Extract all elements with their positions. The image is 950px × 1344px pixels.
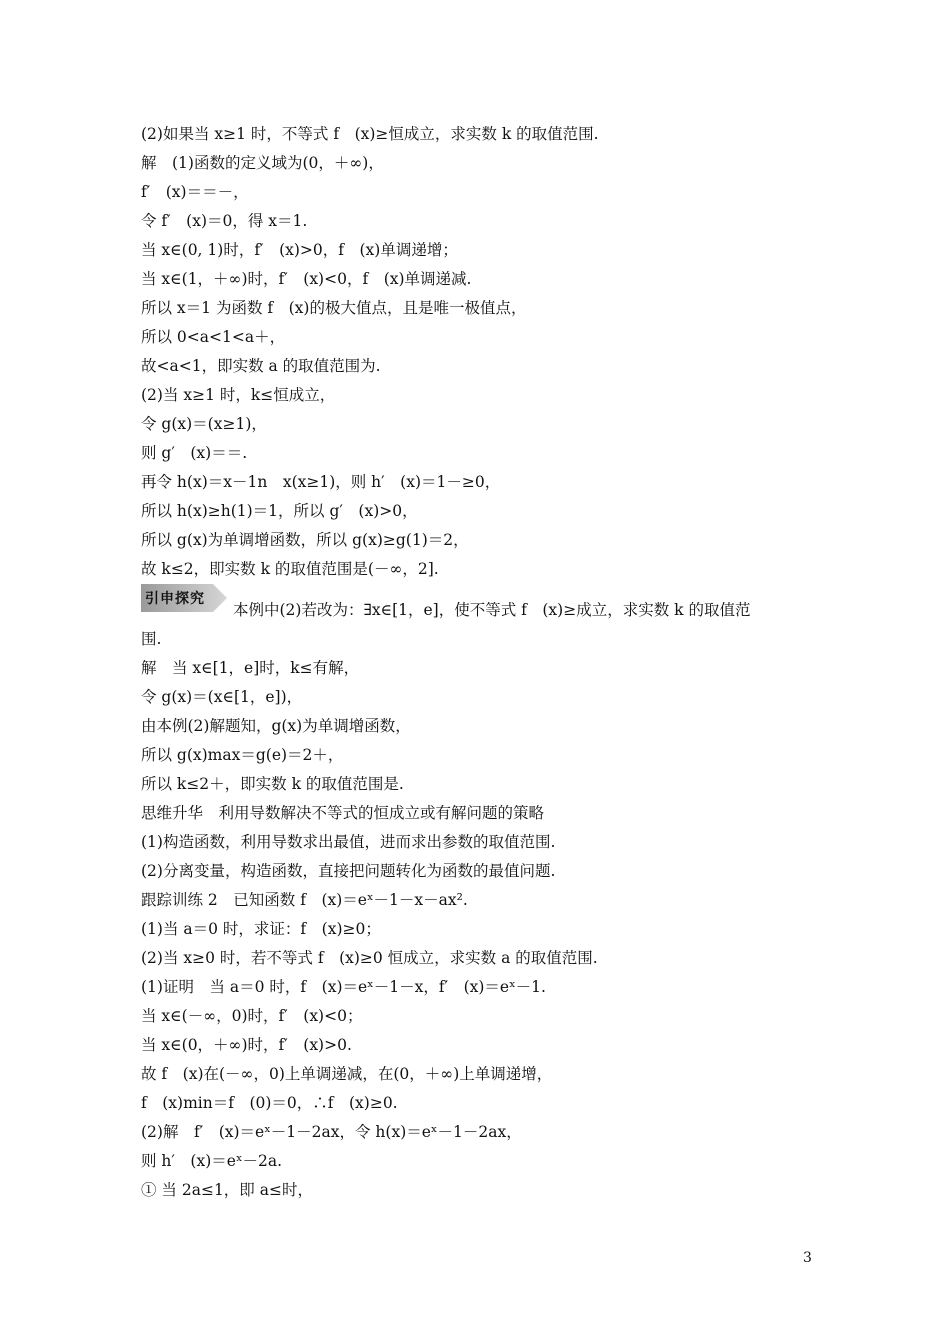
text-line: 所以 g(x)max＝g(e)＝2＋， xyxy=(141,746,344,764)
text-line: (2)解 f′ (x)＝eˣ－1－2ax，令 h(x)＝eˣ－1－2ax， xyxy=(141,1123,522,1141)
solution-part-1 xyxy=(141,120,821,584)
extension-question: 本例中(2)若改为：∃x∈[1，e]，使不等式 f (x)≥成立，求实数 k 的取值范 xyxy=(233,601,751,619)
text-line: 所以 g(x)为单调增函数，所以 g(x)≥g(1)＝2， xyxy=(141,531,469,549)
text-line: 所以 k≤2＋，即实数 k 的取值范围是. xyxy=(141,775,404,793)
text-line: 解 (1)函数的定义域为(0，＋∞)， xyxy=(141,154,384,172)
text-line: 令 g(x)＝(x≥1)， xyxy=(141,415,267,433)
text-line: 所以 h(x)≥h(1)＝1，所以 g′ (x)>0， xyxy=(141,502,418,520)
text-line: f (x)min＝f (0)＝0，∴f (x)≥0. xyxy=(141,1094,398,1112)
text-line: 由本例(2)解题知，g(x)为单调增函数， xyxy=(141,717,411,735)
text-line: (2)如果当 x≥1 时，不等式 f (x)≥恒成立，求实数 k 的取值范围. xyxy=(141,125,599,143)
text-line: 令 f′ (x)＝0，得 x＝1. xyxy=(141,212,308,230)
text-line: 当 x∈(0，＋∞)时，f′ (x)>0. xyxy=(141,1036,352,1054)
banner-label: 引申探究 xyxy=(145,591,205,607)
text-line: 故<a<1，即实数 a 的取值范围为. xyxy=(141,357,381,375)
extension-section xyxy=(141,591,821,625)
text-line: (2)分离变量，构造函数，直接把问题转化为函数的最值问题. xyxy=(141,862,556,880)
text-line: 所以 0<a<1<a＋， xyxy=(141,328,286,346)
text-line: 思维升华 利用导数解决不等式的恒成立或有解问题的策略 xyxy=(141,804,545,822)
text-line: 当 x∈(1，＋∞)时，f′ (x)<0，f (x)单调递减. xyxy=(141,270,472,288)
text-line: 跟踪训练 2 已知函数 f (x)＝eˣ－1－x－ax². xyxy=(141,891,468,909)
text-line: 令 g(x)＝(x∈[1，e])， xyxy=(141,688,303,706)
text-line: 当 x∈(－∞，0)时，f′ (x)<0； xyxy=(141,1007,363,1025)
text-line: 所以 x＝1 为函数 f (x)的极大值点，且是唯一极值点， xyxy=(141,299,527,317)
extension-banner xyxy=(141,584,227,612)
text-line: 围. xyxy=(141,630,162,648)
text-line: (2)当 x≥0 时，若不等式 f (x)≥0 恒成立，求实数 a 的取值范围. xyxy=(141,949,598,967)
text-line: 则 h′ (x)＝eˣ－2a. xyxy=(141,1152,283,1170)
text-line: f′ (x)＝＝－， xyxy=(141,183,249,201)
text-line: (1)证明 当 a＝0 时，f (x)＝eˣ－1－x，f′ (x)＝eˣ－1. xyxy=(141,978,546,996)
document-body xyxy=(141,120,821,1205)
page-number: 3 xyxy=(803,1250,812,1266)
text-line: ① 当 2a≤1，即 a≤时， xyxy=(141,1181,313,1199)
text-line: 故 k≤2，即实数 k 的取值范围是(－∞，2]. xyxy=(141,560,439,578)
text-line: 故 f (x)在(－∞，0)上单调递减，在(0，＋∞)上单调递增， xyxy=(141,1065,553,1083)
text-line: (1)当 a＝0 时，求证：f (x)≥0； xyxy=(141,920,381,938)
solution-part-2 xyxy=(141,625,821,1205)
text-line: (1)构造函数，利用导数求出最值，进而求出参数的取值范围. xyxy=(141,833,556,851)
text-line: 再令 h(x)＝x－1n x(x≥1)，则 h′ (x)＝1－≥0， xyxy=(141,473,501,491)
text-line: 则 g′ (x)＝＝. xyxy=(141,444,248,462)
text-line: 解 当 x∈[1，e]时，k≤有解， xyxy=(141,659,360,677)
text-line: (2)当 x≥1 时，k≤恒成立， xyxy=(141,386,336,404)
text-line: 当 x∈(0, 1)时，f′ (x)>0，f (x)单调递增； xyxy=(141,241,458,259)
